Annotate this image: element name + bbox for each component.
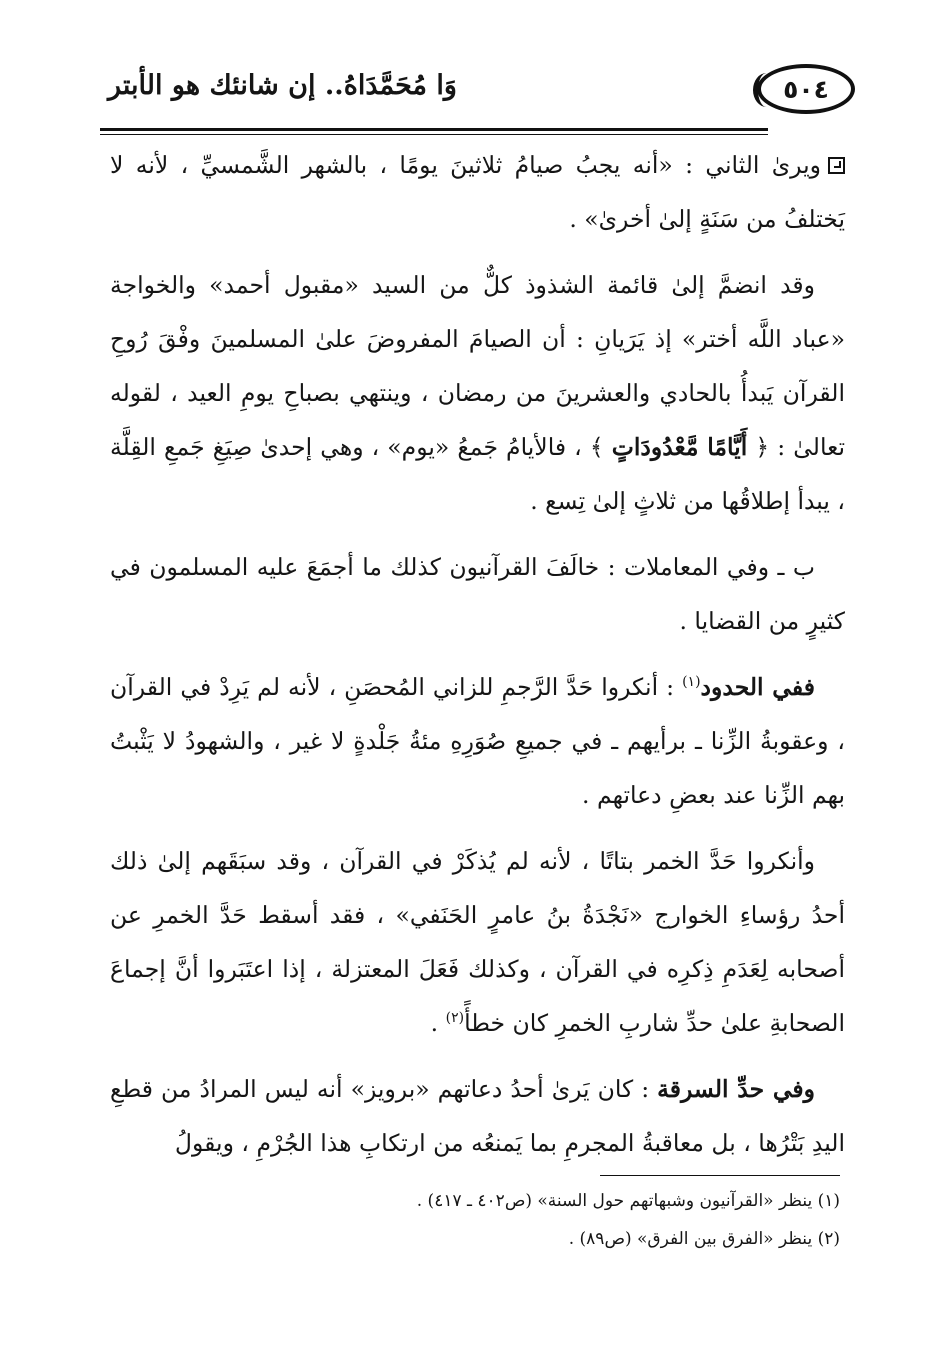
paragraph-shudhudh: وقد انضمَّ إلىٰ قائمة الشذوذ كلٌّ من السيد «مقبول أحمد» والخواجة «عباد اللَّه أختر» إذ يَرَيانِ : أن الصيامَ المفروضَ علىٰ المسلمينَ وفْقَ رُوحِ القرآن يَبدأُ بالحادي والعشرينَ من رمضان ، وينتهي بصباحِ يومِ العيد ، لقوله تعالىٰ : ﴿ أَيَّامًا مَّعْدُودَاتٍ ﴾ ، فالأيامُ جَمعُ «يوم» ، وهي إحدىٰ صِيَغِ جَمعِ القِلَّة ، يبدأ إطلاقُها من ثلاثٍ إلىٰ تِسع . bbox=[110, 271, 845, 515]
footnote-ref-1: (١) bbox=[682, 674, 701, 691]
header-rule bbox=[100, 128, 768, 131]
page-number: ٥٠٤ bbox=[783, 74, 829, 104]
verse-close-bracket: ﴾ bbox=[589, 433, 604, 461]
paragraph-sariqa: وفي حدِّ السرقة : كان يَرىٰ أحدُ دعاتهم «برويز» أنه ليس المرادُ من قطعِ اليدِ بَتْرُها ، بل معاقبةُ المجرمِ بما يَمنعُه من ارتكابِ هذا الجُرْمِ ، ويقولُ bbox=[110, 1075, 845, 1157]
checkbox-icon bbox=[828, 157, 845, 174]
footnote-ref-2: (٢) bbox=[445, 1010, 465, 1027]
paragraph-second-opinion: ويرىٰ الثاني : «أنه يجبُ صيامُ ثلاثينَ يومًا ، بالشهر الشَّمسيِّ ، لأنه لا يَختلفُ من سَنَةٍ إلىٰ أخرىٰ» . bbox=[110, 151, 845, 233]
quran-verse: أَيَّامًا مَّعْدُودَاتٍ bbox=[611, 433, 748, 461]
paragraph-khamr: وأنكروا حَدَّ الخمر بتاتًا ، لأنه لم يُذكَرْ في القرآن ، وقد سبَقَهم إلىٰ ذلك أحدُ رؤساءِ الخوارج «نَجْدَةُ بنُ عامرٍ الحَنَفي» ، فقد أسقط حَدَّ الخمرِ عن أصحابه لِعَدَمِ ذِكرِه في القرآن ، وكذلك فَعَلَ المعتزلة ، إذا اعتَبَروا أنَّ إجماعَ الصحابةِ علىٰ حدِّ شاربِ الخمرِ كان خطأً$^{(٢)}$ . bbox=[110, 847, 845, 1037]
page-header bbox=[100, 50, 855, 130]
footnotes bbox=[110, 1182, 840, 1258]
hudud-heading: ففي الحدود bbox=[700, 673, 815, 701]
verse-open-bracket: ﴿ bbox=[755, 433, 770, 461]
footnote-separator bbox=[600, 1175, 840, 1176]
page-number-badge bbox=[757, 64, 855, 114]
footnote-2: (٢) ينظر «الفرق بين الفرق» (ص٨٩) . bbox=[568, 1229, 840, 1249]
paragraph-hudud: ففي الحدود$^{(١)}$ : أنكروا حَدَّ الرَّجمِ للزاني المُحصَنِ ، لأنه لم يَرِدْ في القرآن ، وعقوبةُ الزِّنا ـ برأيهم ـ في جميعِ صُوَرِهِ مئةُ جَلْدةٍ لا غير ، والشهودُ لا يَثْبتُ بهم الزِّنا عند بعضِ دعاتهم . bbox=[110, 673, 845, 809]
header-rule-thin bbox=[100, 134, 768, 135]
sariqa-heading: وفي حدِّ السرقة bbox=[657, 1075, 815, 1103]
running-title: وَا مُحَمَّدَاهُ.. إن شانئك هو الأبتر bbox=[108, 70, 457, 101]
main-text bbox=[110, 138, 845, 1182]
paragraph-muamalat: ب ـ وفي المعاملات : خالَفَ القرآنيون كذلك ما أجمَعَ عليه المسلمون في كثيرٍ من القضايا . bbox=[110, 553, 845, 635]
footnote-1: (١) ينظر «القرآنيون وشبهاتهم حول السنة» (ص٤٠٢ ـ ٤١٧) . bbox=[416, 1191, 840, 1211]
